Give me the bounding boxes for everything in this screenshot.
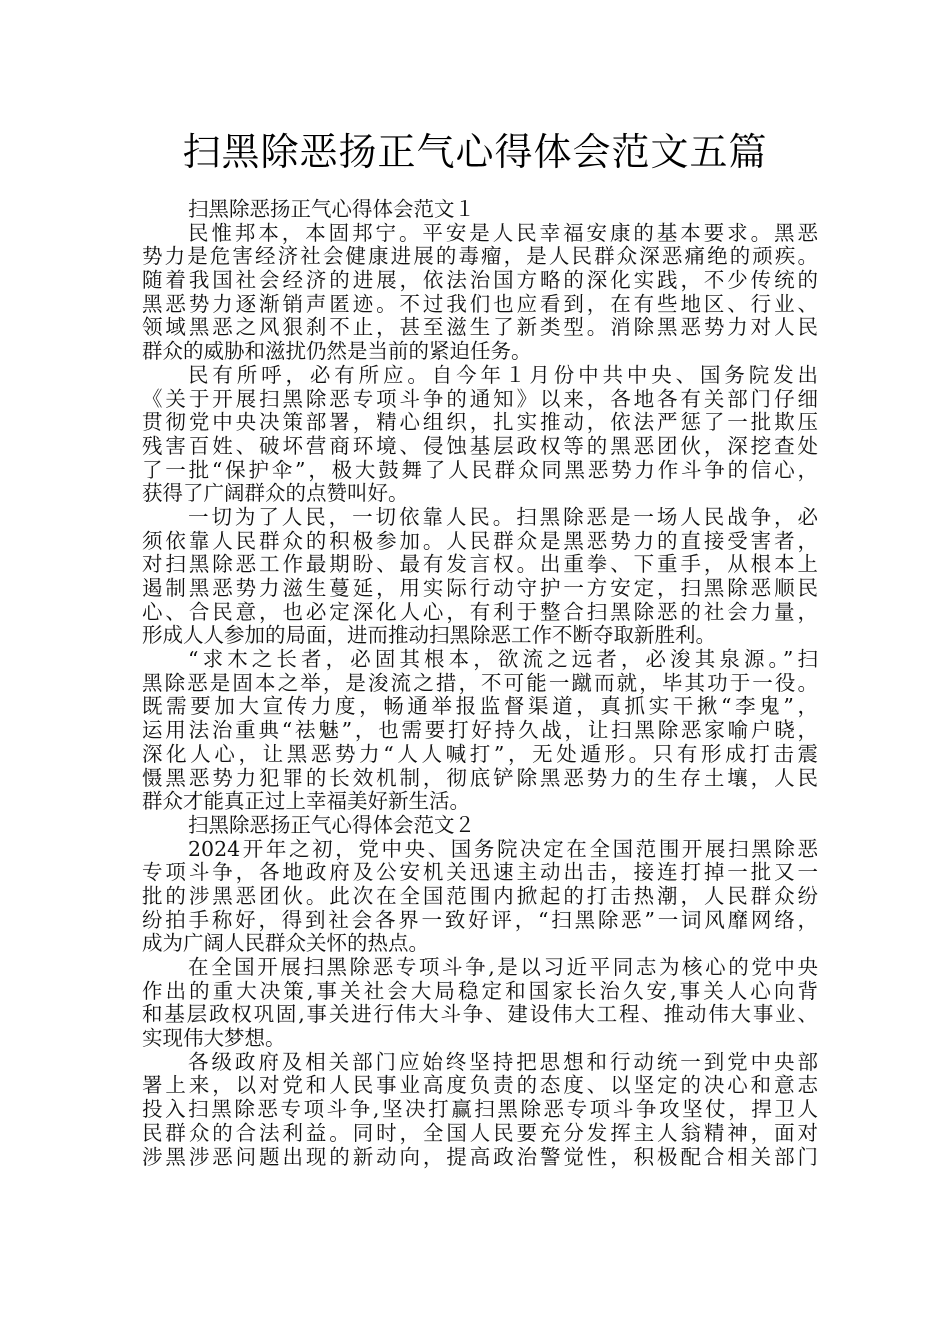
text-line: 在全国开展扫黑除恶专项斗争,是以习近平同志为核心的党中央: [188, 956, 818, 979]
text-line: 群众才能真正过上幸福美好新生活。: [142, 789, 470, 814]
text-line: 涉黑涉恶问题出现的新动向，提高政治警觉性，积极配合相关部门: [142, 1145, 818, 1169]
text-line: 成为广阔人民群众关怀的热点。: [142, 931, 429, 956]
text-line: 领域黑恶之风狠刹不止，甚至滋生了新类型。消除黑恶势力对人民: [142, 316, 818, 340]
document-body: [142, 198, 818, 1169]
text-line: 群众的威胁和滋扰仍然是当前的紧迫任务。: [142, 339, 532, 364]
text-line: 和基层政权巩固,事关进行伟大斗争、建设伟大工程、推动伟大事业、: [142, 1003, 818, 1027]
text-line: 作出的重大决策,事关社会大局稳定和国家长治久安,事关人心向背: [142, 979, 818, 1003]
text-line: 扫黑除恶扬正气心得体会范文２: [188, 812, 475, 837]
text-line: 慑黑恶势力犯罪的长效机制，彻底铲除黑恶势力的生存土壤，人民: [142, 766, 818, 790]
text-line: 获得了广阔群众的点赞叫好。: [142, 481, 409, 506]
text-line: 署上来，以对党和人民事业高度负责的态度、以坚定的决心和意志: [142, 1074, 818, 1098]
text-line: 投入扫黑除恶专项斗争,坚决打赢扫黑除恶专项斗争攻坚仗，捍卫人: [142, 1098, 818, 1122]
text-line: 民群众的合法利益。同时，全国人民要充分发挥主人翁精神，面对: [142, 1121, 818, 1145]
text-line: 残害百姓、破坏营商环境、侵蚀基层政权等的黑恶团伙，深挖查处: [142, 434, 818, 458]
text-line: 黑恶势力逐渐销声匿迹。不过我们也应看到，在有些地区、行业、: [142, 292, 818, 316]
text-line: 对扫黑除恶工作最期盼、最有发言权。出重拳、下重手，从根本上: [142, 553, 818, 577]
text-line: 一切为了人民，一切依靠人民。扫黑除恶是一场人民战争，必: [188, 505, 818, 529]
text-line: “求木之长者，必固其根本，欲流之远者，必浚其泉源。”扫: [188, 648, 818, 672]
text-line: 各级政府及相关部门应始终坚持把思想和行动统一到党中央部: [188, 1050, 818, 1074]
text-line: 2024开年之初，党中央、国务院决定在全国范围开展扫黑除恶: [188, 837, 818, 861]
text-line: 势力是危害经济社会健康进展的毒瘤，是人民群众深恶痛绝的顽疾。: [142, 245, 818, 269]
text-line: 遏制黑恶势力滋生蔓延，用实际行动守护一方安定，扫黑除恶顺民: [142, 577, 818, 600]
text-line: 扫黑除恶扬正气心得体会范文１: [188, 197, 475, 221]
document-title: 扫黑除恶扬正气心得体会范文五篇: [182, 130, 768, 174]
text-line: 运用法治重典“祛魅”，也需要打好持久战，让扫黑除恶家喻户晓，: [142, 719, 818, 743]
text-line: 既需要加大宣传力度，畅通举报监督渠道，真抓实干揪“李鬼”，: [142, 695, 818, 719]
text-line: 了一批“保护伞”，极大鼓舞了人民群众同黑恶势力作斗争的信心，: [142, 458, 818, 482]
text-line: 须依靠人民群众的积极参加。人民群众是黑恶势力的直接受害者，: [142, 529, 818, 553]
text-line: 民有所呼，必有所应。自今年１月份中共中央、国务院发出: [188, 363, 818, 387]
text-line: 专项斗争，各地政府及公安机关迅速主动出击，接连打掉一批又一: [142, 861, 818, 885]
text-line: 贯彻党中央决策部署，精心组织，扎实推动，依法严惩了一批欺压: [142, 411, 818, 435]
text-line: 批的涉黑恶团伙。此次在全国范围内掀起的打击热潮，人民群众纷: [142, 884, 818, 908]
text-line: 黑除恶是固本之举，是浚流之措，不可能一蹴而就，毕其功于一役。: [142, 671, 818, 695]
text-line: 民惟邦本，本固邦宁。平安是人民幸福安康的基本要求。黑恶: [188, 221, 818, 245]
text-line: 实现伟大梦想。: [142, 1026, 286, 1051]
text-line: 形成人人参加的局面，进而推动扫黑除恶工作不断夺取新胜利。: [142, 623, 716, 648]
text-line: 纷拍手称好，得到社会各界一致好评，“扫黑除恶”一词风靡网络，: [142, 908, 818, 932]
text-line: 心、合民意，也必定深化人心，有利于整合扫黑除恶的社会力量，: [142, 600, 818, 624]
text-line: 深化人心，让黑恶势力“人人喊打”，无处遁形。只有形成打击震: [142, 742, 818, 766]
text-line: 《关于开展扫黑除恶专项斗争的通知》以来，各地各有关部门仔细: [142, 387, 818, 411]
text-line: 随着我国社会经济的进展，依法治国方略的深化实践，不少传统的: [142, 269, 818, 293]
